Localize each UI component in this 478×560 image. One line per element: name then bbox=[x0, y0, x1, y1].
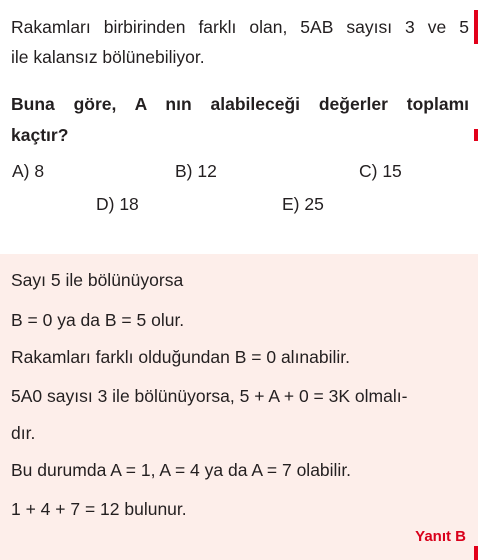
question-stem-line-1: Rakamları birbirinden farklı olan, 5AB sayısı 3 ve 5 bbox=[11, 17, 469, 37]
accent-bar-middle bbox=[474, 129, 478, 141]
question-prompt-line-1: Buna göre, A nın alabileceği değerler toplamı bbox=[11, 94, 469, 114]
accent-bar-bottom bbox=[474, 546, 478, 560]
solution-line-6: Bu durumda A = 1, A = 4 ya da A = 7 olabilir. bbox=[11, 460, 352, 480]
solution-line-5: dır. bbox=[11, 423, 36, 443]
question-prompt-line-2: kaçtır? bbox=[11, 125, 69, 145]
option-b[interactable]: B) 12 bbox=[175, 161, 217, 181]
option-e[interactable]: E) 25 bbox=[282, 194, 324, 214]
solution-line-1: Sayı 5 ile bölünüyorsa bbox=[11, 270, 184, 290]
solution-line-7: 1 + 4 + 7 = 12 bulunur. bbox=[11, 499, 187, 519]
question-panel bbox=[0, 0, 478, 254]
accent-bar-top bbox=[474, 10, 478, 44]
solution-panel bbox=[0, 254, 478, 560]
solution-line-4: 5A0 sayısı 3 ile bölünüyorsa, 5 + A + 0 = 3K olmalı- bbox=[11, 386, 408, 406]
solution-line-2: B = 0 ya da B = 5 olur. bbox=[11, 310, 185, 330]
option-a[interactable]: A) 8 bbox=[12, 161, 45, 181]
answer-label: Yanıt B bbox=[415, 528, 466, 545]
option-c[interactable]: C) 15 bbox=[359, 161, 402, 181]
solution-line-3: Rakamları farklı olduğundan B = 0 alınabilir. bbox=[11, 347, 351, 367]
question-stem-line-2: ile kalansız bölünebiliyor. bbox=[11, 47, 205, 67]
option-d[interactable]: D) 18 bbox=[96, 194, 139, 214]
